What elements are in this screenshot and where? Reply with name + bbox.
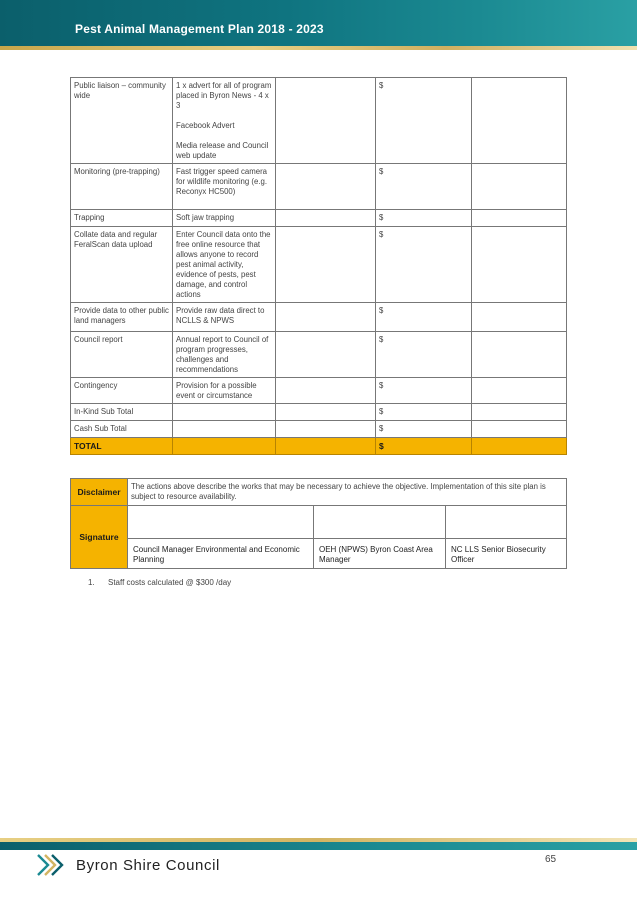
empty-cell xyxy=(173,438,276,455)
empty-cell xyxy=(173,404,276,421)
details-cell: Enter Council data onto the free online resource that allows anyone to record pest animal activity, evidence of pests, pest damage, and control actions xyxy=(173,227,276,303)
empty-cell xyxy=(276,303,376,332)
empty-cell xyxy=(276,210,376,227)
subtotal-label: Cash Sub Total xyxy=(71,421,173,438)
signatory-name: Council Manager Environmental and Economic Planning xyxy=(128,539,314,569)
details-cell: Annual report to Council of program progresses, challenges and recommendations xyxy=(173,332,276,378)
signatory-row xyxy=(71,539,567,569)
activity-cell: Contingency xyxy=(71,378,173,404)
empty-cell xyxy=(276,78,376,164)
table-row xyxy=(71,421,567,438)
signature-box xyxy=(314,506,446,539)
cost-cell: $ xyxy=(376,227,472,303)
cost-cell: $ xyxy=(376,332,472,378)
empty-cell xyxy=(276,164,376,210)
footnote xyxy=(88,578,231,587)
details-text: 1 x advert for all of program placed in Byron News - 4 x 3 xyxy=(176,81,272,110)
empty-cell xyxy=(472,78,567,164)
table-row xyxy=(71,378,567,404)
signatory-name: NC LLS Senior Biosecurity Officer xyxy=(446,539,567,569)
total-cost: $ xyxy=(376,438,472,455)
details-text: Facebook Advert xyxy=(176,121,235,130)
details-cell xyxy=(173,78,276,164)
activity-cell: Collate data and regular FeralScan data upload xyxy=(71,227,173,303)
cost-cell: $ xyxy=(376,164,472,210)
details-cell: Provide raw data direct to NCLLS & NPWS xyxy=(173,303,276,332)
cost-cell: $ xyxy=(376,378,472,404)
empty-cell xyxy=(276,438,376,455)
cost-cell: $ xyxy=(376,421,472,438)
cost-cell: $ xyxy=(376,210,472,227)
empty-cell xyxy=(276,332,376,378)
subtotal-label: In-Kind Sub Total xyxy=(71,404,173,421)
disclaimer-label: Disclaimer xyxy=(71,479,128,506)
disclaimer-text: The actions above describe the works that may be necessary to achieve the objective. Implementation of this site plan is subject to resource availability. xyxy=(128,479,567,506)
activity-cell: Trapping xyxy=(71,210,173,227)
empty-cell xyxy=(173,421,276,438)
budget-table xyxy=(70,77,567,455)
activity-cell: Monitoring (pre-trapping) xyxy=(71,164,173,210)
table-row xyxy=(71,332,567,378)
disclaimer-signature-table xyxy=(70,478,567,569)
details-cell: Fast trigger speed camera for wildlife monitoring (e.g. Reconyx HC500) xyxy=(173,164,276,210)
footer-band xyxy=(0,842,637,850)
empty-cell xyxy=(472,438,567,455)
empty-cell xyxy=(276,421,376,438)
cost-cell: $ xyxy=(376,78,472,164)
activity-cell: Provide data to other public land managers xyxy=(71,303,173,332)
cost-cell: $ xyxy=(376,303,472,332)
activity-cell: Public liaison – community wide xyxy=(71,78,173,164)
table-row xyxy=(71,227,567,303)
signature-row xyxy=(71,506,567,539)
table-row xyxy=(71,164,567,210)
empty-cell xyxy=(472,404,567,421)
cost-cell: $ xyxy=(376,404,472,421)
empty-cell xyxy=(472,378,567,404)
page-number: 65 xyxy=(545,854,557,865)
details-cell: Provision for a possible event or circumstance xyxy=(173,378,276,404)
table-row xyxy=(71,78,567,164)
empty-cell xyxy=(472,164,567,210)
footnote-number: 1. xyxy=(88,578,95,587)
empty-cell xyxy=(276,404,376,421)
empty-cell xyxy=(472,332,567,378)
details-text: Media release and Council web update xyxy=(176,141,269,160)
organisation-name: Byron Shire Council xyxy=(76,857,220,874)
signatory-name: OEH (NPWS) Byron Coast Area Manager xyxy=(314,539,446,569)
page-title: Pest Animal Management Plan 2018 - 2023 xyxy=(75,22,324,36)
table-row xyxy=(71,404,567,421)
signature-box xyxy=(446,506,567,539)
total-row xyxy=(71,438,567,455)
signature-label: Signature xyxy=(71,506,128,569)
empty-cell xyxy=(472,210,567,227)
empty-cell xyxy=(472,421,567,438)
empty-cell xyxy=(472,303,567,332)
table-row xyxy=(71,303,567,332)
empty-cell xyxy=(276,227,376,303)
activity-cell: Council report xyxy=(71,332,173,378)
header-gold-rule xyxy=(0,46,637,50)
total-label: TOTAL xyxy=(71,438,173,455)
footnote-text: Staff costs calculated @ $300 /day xyxy=(108,578,232,587)
empty-cell xyxy=(276,378,376,404)
details-cell: Soft jaw trapping xyxy=(173,210,276,227)
empty-cell xyxy=(472,227,567,303)
disclaimer-row xyxy=(71,479,567,506)
table-row xyxy=(71,210,567,227)
signature-box xyxy=(128,506,314,539)
council-logo-icon xyxy=(36,853,70,877)
